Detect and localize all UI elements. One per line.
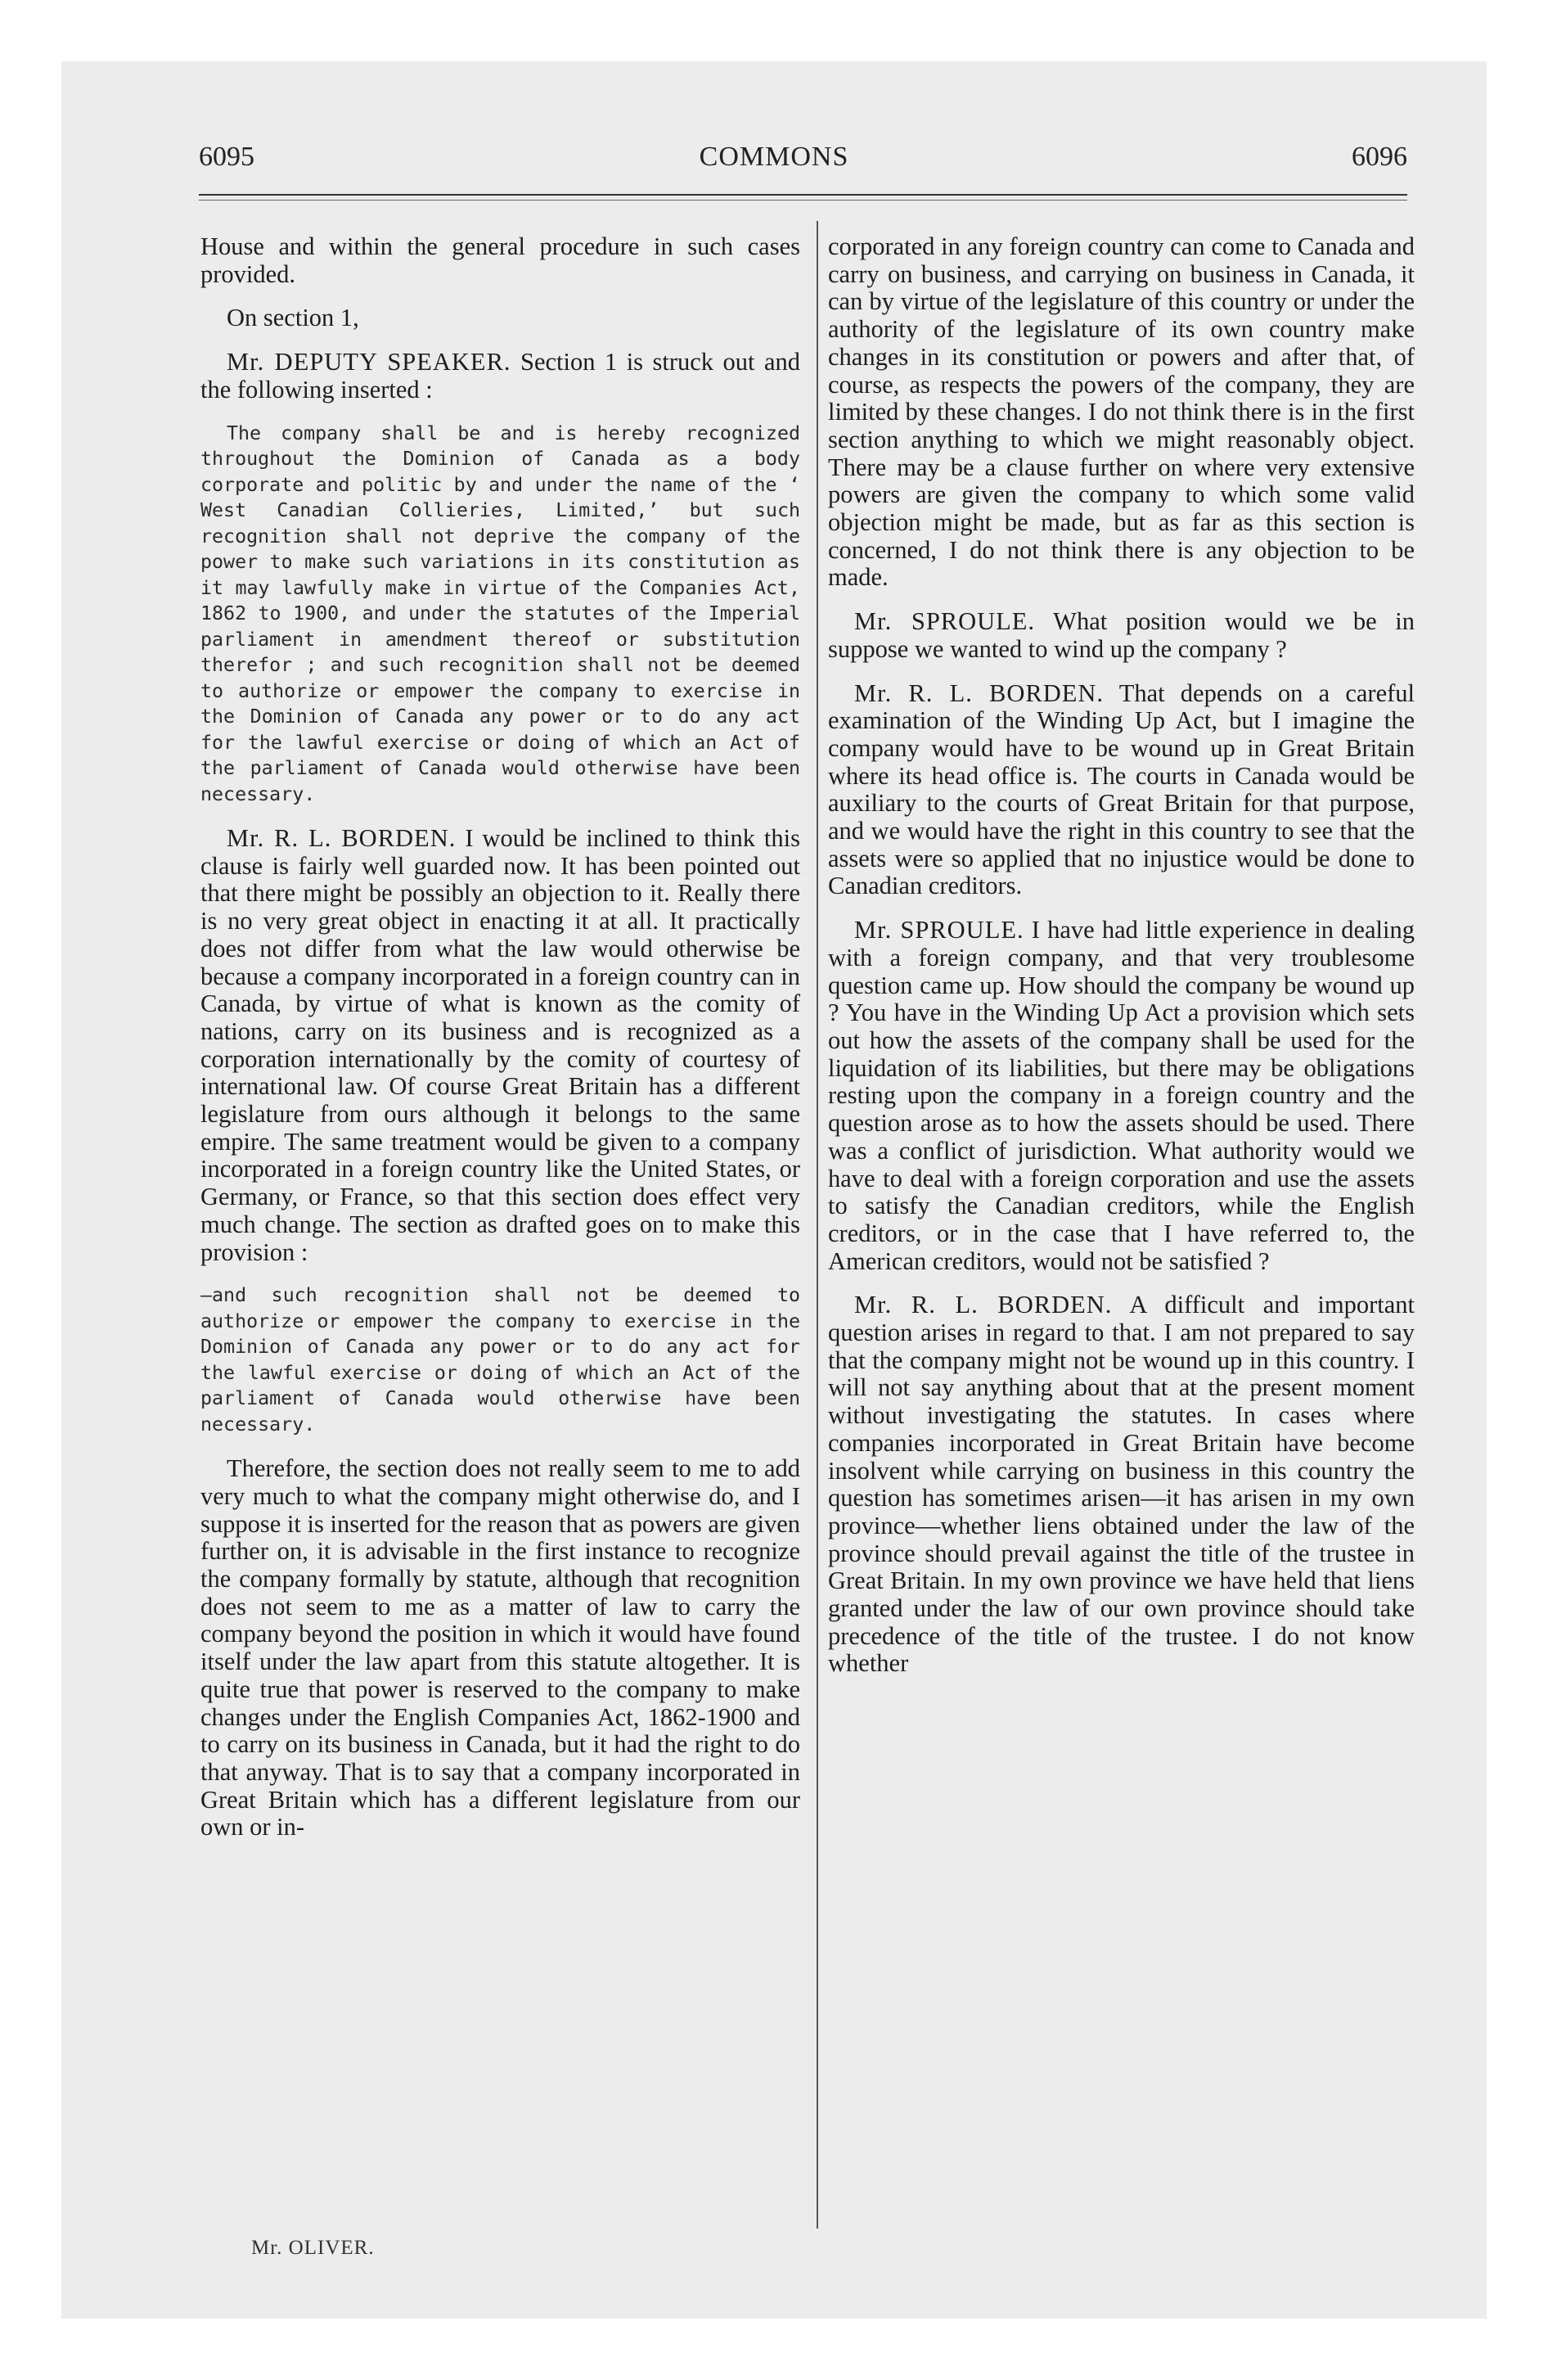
paragraph [828, 1291, 1415, 1678]
column-divider [817, 221, 818, 2229]
header-rule-thin [199, 200, 1407, 201]
speech-text: I have had little experience in dealing with a foreign company, and that very troublesome question came up. How should the company be wound up ? You have in the Winding Up Act a provision which sets out how the assets of the company shall be used for the liquidation of its liabilities, but there may be obligations resting upon the company in a foreign country and the question arose as to how the assets should be used. There was a conflict of jurisdiction. What authority would we have to deal with a foreign corporation and use the assets to satisfy the Canadian creditors, while the English creditors, or in the case that I have referred to, the American creditors, would not be satisfied ? [828, 916, 1415, 1275]
running-footer: Mr. OLIVER. [251, 2237, 375, 2259]
quoted-clause: The company shall be and is hereby recognized throughout the Dominion of Canada as a body corporate and politic by and under the name of the ‘ West Canadian Collieries, Limited,’ but such recognition shall not deprive the company of the power to make such variations in its constitution as it may lawfully make in virtue of the Companies Act, 1862 to 1900, and under the statutes of the Imperial parliament in amendment thereof or substitution therefor ; and such recognition shall not be deemed to authorize or empower the company to exercise in the Dominion of Canada any power or to do any act for the lawful exercise or doing of which an Act of the parliament of Canada would otherwise have been necessary. [200, 421, 800, 805]
speech-text: Section 1 is struck out and the following inserted : [200, 348, 800, 403]
paragraph [200, 825, 800, 1266]
right-column [828, 233, 1415, 1694]
quoted-clause: —and such recognition shall not be deemed to authorize or empower the company to exercise in the Dominion of Canada any power or to do any act for the lawful exercise or doing of which an Act of the parliament of Canada would otherwise have been necessary. [200, 1284, 800, 1436]
paragraph [828, 917, 1415, 1275]
page-title: COMMONS [699, 142, 849, 172]
speaker-name: Mr. SPROULE. [854, 916, 1024, 944]
paragraph: Therefore, the section does not really seem to me to add very much to what the company might otherwise do, and I suppose it is inserted for the reason that as powers are given further on, it is advisable in the first instance to recognize the company formally by statute, although that recognition does not seem to me as a matter of law to carry the company beyond the position in which it would have found itself under the law apart from this statute altogether. It is quite true that power is reserved to the company to make changes under the English Companies Act, 1862-1900 and to carry on its business in Canada, but it had the right to do that anyway. That is to say that a company incorporated in Great Britain which has a different legislature from our own or in- [200, 1454, 800, 1841]
speaker-name: Mr. DEPUTY SPEAKER. [227, 348, 511, 376]
paragraph [828, 608, 1415, 663]
page-number-right: 6096 [1352, 142, 1407, 172]
paragraph [828, 680, 1415, 901]
page-number-left: 6095 [199, 142, 254, 172]
paragraph: corporated in any foreign country can come to Canada and carry on business, and carrying on business in Canada, it can by virtue of the legislature of this country or under the authority of the legislature of its own country make changes in its constitution or powers and after that, of course, as respects the powers of the company, they are limited by these changes. I do not think there is in the first section anything to which we might reasonably object. There may be a clause further on where very extensive powers are given the company to which some valid objection might be made, but as far as this section is concerned, I do not think there is any objection to be made. [828, 232, 1415, 592]
speaker-name: Mr. R. L. BORDEN. [227, 824, 457, 853]
speaker-name: Mr. R. L. BORDEN. [854, 678, 1105, 707]
speech-text: I would be inclined to think this clause is fairly well guarded now. It has been pointed out that there might be possibly an objection to it. Really there is no very great object in enacting it at all. It practically does not differ from what the law would otherwise be because a company incorporated in a foreign country can in Canada, by virtue of what is known as the comity of nations, carry on its business and is recognized as a corporation internationally by the comity of courtesy of international law. Of course Great Britain has a different legislature from ours although it belongs to the same empire. The same treatment would be given to a company incorporated in a foreign country like the United States, or Germany, or France, so that this section does effect very much change. The section as drafted goes on to make this provision : [200, 824, 800, 1266]
speaker-name: Mr. SPROULE. [854, 607, 1036, 636]
speech-text: What position would we be in suppose we wanted to wind up the company ? [828, 607, 1415, 663]
page-header [61, 142, 1487, 183]
page-sheet [61, 61, 1487, 2319]
left-column [200, 233, 800, 1858]
section-heading: On section 1, [227, 304, 359, 332]
header-rule [199, 194, 1407, 196]
paragraph [200, 349, 800, 403]
speaker-name: Mr. R. L. BORDEN. [854, 1291, 1113, 1319]
paragraph: House and within the general procedure in such cases provided. [200, 232, 800, 288]
speech-text: A difficult and important question arises in regard to that. I am not prepared to say that the company might not be wound up in this country. I will not say anything about that at the present moment without investigating the statutes. In cases where companies incorporated in Great Britain have become insolvent while carrying on business in this country the question has sometimes arisen—it has arisen in my own province—whether liens obtained under the law of the province should prevail against the title of the trustee in Great Britain. In my own province we have held that liens granted under the law of our own province should take precedence of the title of the trustee. I do not know whether [828, 1291, 1415, 1678]
speech-text: That depends on a careful examination of the Winding Up Act, but I imagine the company would have to be wound up in Great Britain where its head office is. The courts in Canada would be auxiliary to the courts of Great Britain for that purpose, and we would have the right in this country to see that the assets were so applied that no injustice would be done to Canadian creditors. [828, 678, 1415, 900]
